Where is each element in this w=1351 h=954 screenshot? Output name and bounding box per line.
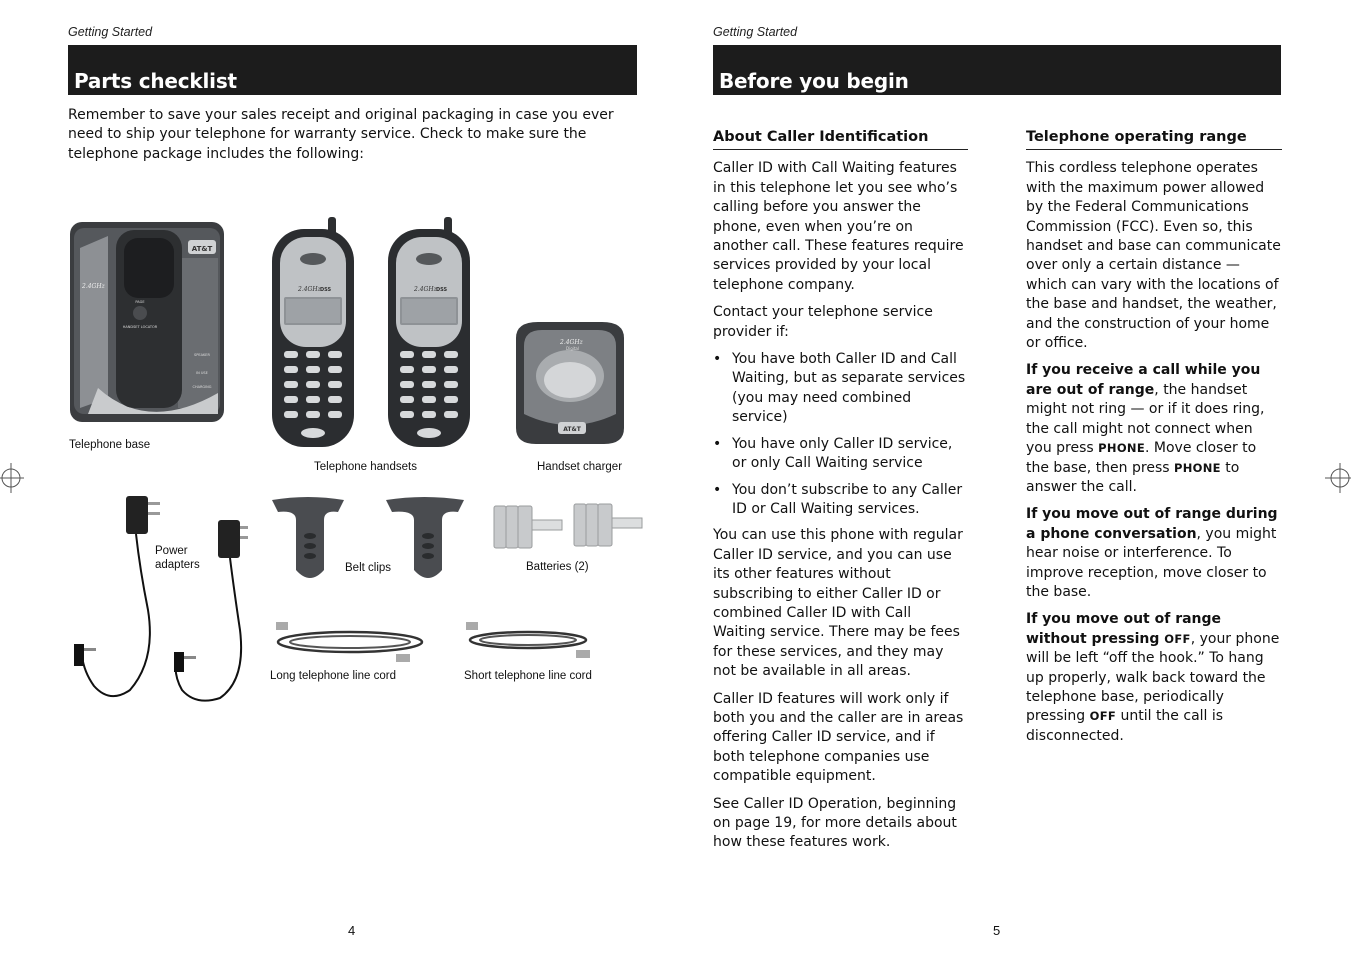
caller-id-paragraph-4: Caller ID features will work only if both you and the caller are in areas offering Caller ID service, and if both telephone companies use compatible equipment. [713,690,964,785]
range-paragraph-4 [1026,610,1282,746]
caption-power-adapters-line2: adapters [155,559,200,571]
caller-id-paragraph-5: See Caller ID Operation, beginning on page 19, for more details about how these features work. [713,795,957,851]
handset-image-1 [268,215,366,451]
range-p4-text-b: until the call is disconnected. [1026,708,1224,744]
base-logo-text: AT&T [191,245,213,253]
handset-charger-image [508,318,632,448]
range-p2-text-b: . Move closer to the base, then press [1026,440,1257,476]
page-number-right: 5 [993,923,1001,938]
title-bar-right [713,45,1281,95]
range-paragraph-3 [1026,505,1282,602]
title-bar-left [68,45,637,95]
list-item: • You have only Caller ID service, or only Call Waiting service [713,435,968,474]
range-p4-bold-text: If you move out of range without pressing [1026,611,1222,647]
section-label-right: Getting Started [713,25,798,39]
range-p3-bold: If you move out of range during a phone conversation [1026,506,1278,542]
charger-logo-text: AT&T [563,426,581,433]
column-caller-id [713,128,968,861]
telephone-base-image [68,218,228,430]
phone-key-label: PHONE [1098,441,1145,456]
handset1-tag-text: DSS [320,287,332,293]
handset2-model-text: 2.4GHz [414,286,437,293]
batteries-image [492,502,644,552]
caller-id-paragraph-2: Contact your telephone service provider if: [713,304,933,340]
charger-digital-text: Digital [566,346,579,351]
caller-id-paragraph-1: Caller ID with Call Waiting features in this telephone let you see who’s calling before you answer the phone, even when you’re on another call. These features require services provided by your local telephone company. [713,160,964,293]
caller-id-paragraph-3: You can use this phone with regular Caller ID service, and you can use its other features without subscribing to either Caller ID or combined Caller ID with Call Waiting service. There may be fees for these services, and they may not be available in all areas. [713,527,963,680]
caption-power-adapters-line1: Power [155,545,188,557]
charger-model-text: 2.4GHz [560,339,583,346]
power-adapters-image [70,490,250,706]
range-p2-bold: If you receive a call while you are out of range [1026,362,1261,398]
range-paragraph-1: This cordless telephone operates with the maximum power allowed by the Federal Communications Commission (FCC). Even so, this handset and base can communicate over only a certain distance — which can vary with the locations of the base and handset, the weather, and the construction of your home or office. [1026,160,1281,352]
off-key-label: OFF [1089,709,1117,724]
registration-mark-right-icon [1325,463,1351,493]
range-paragraph-2 [1026,361,1282,497]
heading-operating-range: Telephone operating range [1026,128,1282,150]
caption-telephone-handsets: Telephone handsets [314,461,417,473]
short-cord-image [462,618,594,664]
off-key-label: OFF [1164,631,1191,646]
phone-key-label: PHONE [1173,460,1221,475]
handset2-tag-text: DSS [436,287,448,293]
range-p2-text-a: , the handset might not ring — or if it does ring, the call might not connect when you press [1026,381,1265,457]
caption-batteries: Batteries (2) [526,561,589,573]
caption-handset-charger: Handset charger [537,461,623,473]
base-inuse-label: IN USE [196,371,208,375]
intro-paragraph: Remember to save your sales receipt and original packaging in case you ever need to ship your telephone for warranty service. Check to make sure the telephone package includes the following: [68,107,614,162]
range-p2-text-c: to answer the call. [1026,459,1240,495]
long-cord-image [270,618,430,666]
handset1-model-text: 2.4GHz [298,286,321,293]
handset-image-2 [384,215,482,451]
base-page-label: PAGE [135,300,145,304]
caption-belt-clips: Belt clips [345,562,392,574]
base-model-text: 2.4GHz [82,283,105,290]
base-charging-label: CHARGING [192,385,212,389]
caption-long-cord: Long telephone line cord [270,670,396,682]
heading-caller-id: About Caller Identification [713,128,968,150]
list-item: • You don’t subscribe to any Caller ID or Call Waiting services. [713,481,968,520]
range-p3-text: , you might hear noise or interference. To improve reception, move closer to the base. [1026,525,1277,600]
range-p4-text-a: , your phone will be left “off the hook.” To hang up properly, walk back toward the telephone base, periodically pressing [1026,630,1280,725]
page-number-left: 4 [348,923,356,938]
section-label-left: Getting Started [68,25,153,39]
page-title-right: Before you begin [719,69,909,93]
page-title-left: Parts checklist [74,69,237,93]
base-speaker-label: SPEAKER [194,353,210,357]
base-locator-label: HANDSET LOCATOR [122,325,158,329]
caption-telephone-base: Telephone base [69,439,151,451]
column-operating-range [1026,128,1282,754]
caller-id-bullet-list [713,350,968,519]
list-item: • You have both Caller ID and Call Waiting, but as separate services (you may need combined service) [713,350,968,428]
caption-short-cord: Short telephone line cord [464,670,592,682]
caption-power-adapters [155,544,200,572]
registration-mark-left-icon [0,463,24,493]
